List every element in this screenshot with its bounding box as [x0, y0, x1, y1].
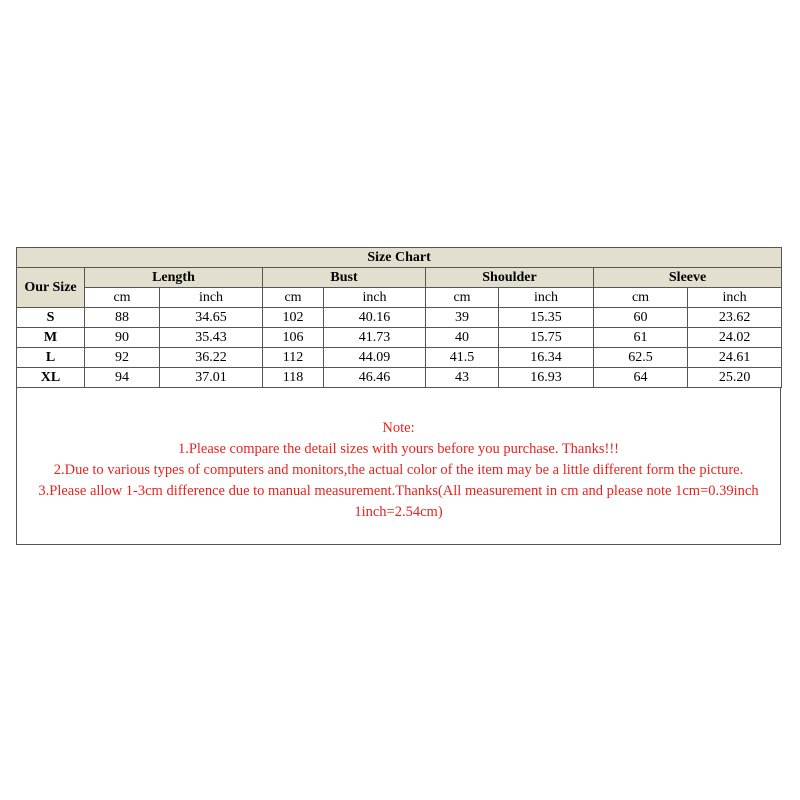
table-cell: 88: [85, 308, 160, 328]
table-cell: 61: [594, 328, 688, 348]
table-cell: 16.34: [499, 348, 594, 368]
table-cell: 40.16: [324, 308, 426, 328]
table-cell: 62.5: [594, 348, 688, 368]
shoulder-header: Shoulder: [426, 268, 594, 288]
table-cell: 92: [85, 348, 160, 368]
table-cell: 40: [426, 328, 499, 348]
table-cell: 60: [594, 308, 688, 328]
table-cell: 37.01: [160, 368, 263, 388]
table-cell: 41.73: [324, 328, 426, 348]
table-cell: 46.46: [324, 368, 426, 388]
table-cell: 90: [85, 328, 160, 348]
table-cell: 94: [85, 368, 160, 388]
notes-box: [16, 388, 781, 545]
table-cell: 106: [263, 328, 324, 348]
our-size-header: Our Size: [17, 268, 85, 308]
length-header: Length: [85, 268, 263, 288]
note-line: 3.Please allow 1-3cm difference due to manual measurement.Thanks(All measurement in cm and please note 1cm=0.39inch: [38, 483, 759, 499]
size-chart-title: Size Chart: [17, 248, 782, 268]
unit-header: cm: [594, 288, 688, 308]
table-cell: 34.65: [160, 308, 263, 328]
size-chart-sheet: [16, 247, 781, 545]
table-cell: 16.93: [499, 368, 594, 388]
unit-header: inch: [160, 288, 263, 308]
table-cell: 64: [594, 368, 688, 388]
table-cell: 25.20: [688, 368, 782, 388]
unit-header: cm: [263, 288, 324, 308]
bust-header: Bust: [263, 268, 426, 288]
unit-header: inch: [324, 288, 426, 308]
size-label: M: [17, 328, 85, 348]
table-cell: 36.22: [160, 348, 263, 368]
note-heading: Note:: [382, 420, 415, 436]
unit-header: cm: [426, 288, 499, 308]
table-cell: 35.43: [160, 328, 263, 348]
note-line: 1.Please compare the detail sizes with yours before you purchase. Thanks!!!: [177, 441, 620, 457]
table-cell: 39: [426, 308, 499, 328]
size-label: XL: [17, 368, 85, 388]
table-cell: 24.02: [688, 328, 782, 348]
table-cell: 15.35: [499, 308, 594, 328]
note-line: 1inch=2.54cm): [354, 504, 443, 520]
table-row: [17, 368, 782, 388]
table-cell: 23.62: [688, 308, 782, 328]
note-line: 2.Due to various types of computers and monitors,the actual color of the item may be a little different form the picture.: [53, 462, 744, 478]
table-cell: 44.09: [324, 348, 426, 368]
size-chart-table: [16, 247, 782, 388]
size-label: L: [17, 348, 85, 368]
table-cell: 118: [263, 368, 324, 388]
table-cell: 41.5: [426, 348, 499, 368]
unit-header: inch: [499, 288, 594, 308]
table-cell: 15.75: [499, 328, 594, 348]
table-cell: 102: [263, 308, 324, 328]
table-cell: 24.61: [688, 348, 782, 368]
size-label: S: [17, 308, 85, 328]
table-row: [17, 308, 782, 328]
sleeve-header: Sleeve: [594, 268, 782, 288]
unit-header: cm: [85, 288, 160, 308]
table-row: [17, 328, 782, 348]
table-row: [17, 348, 782, 368]
table-cell: 112: [263, 348, 324, 368]
table-cell: 43: [426, 368, 499, 388]
unit-header: inch: [688, 288, 782, 308]
